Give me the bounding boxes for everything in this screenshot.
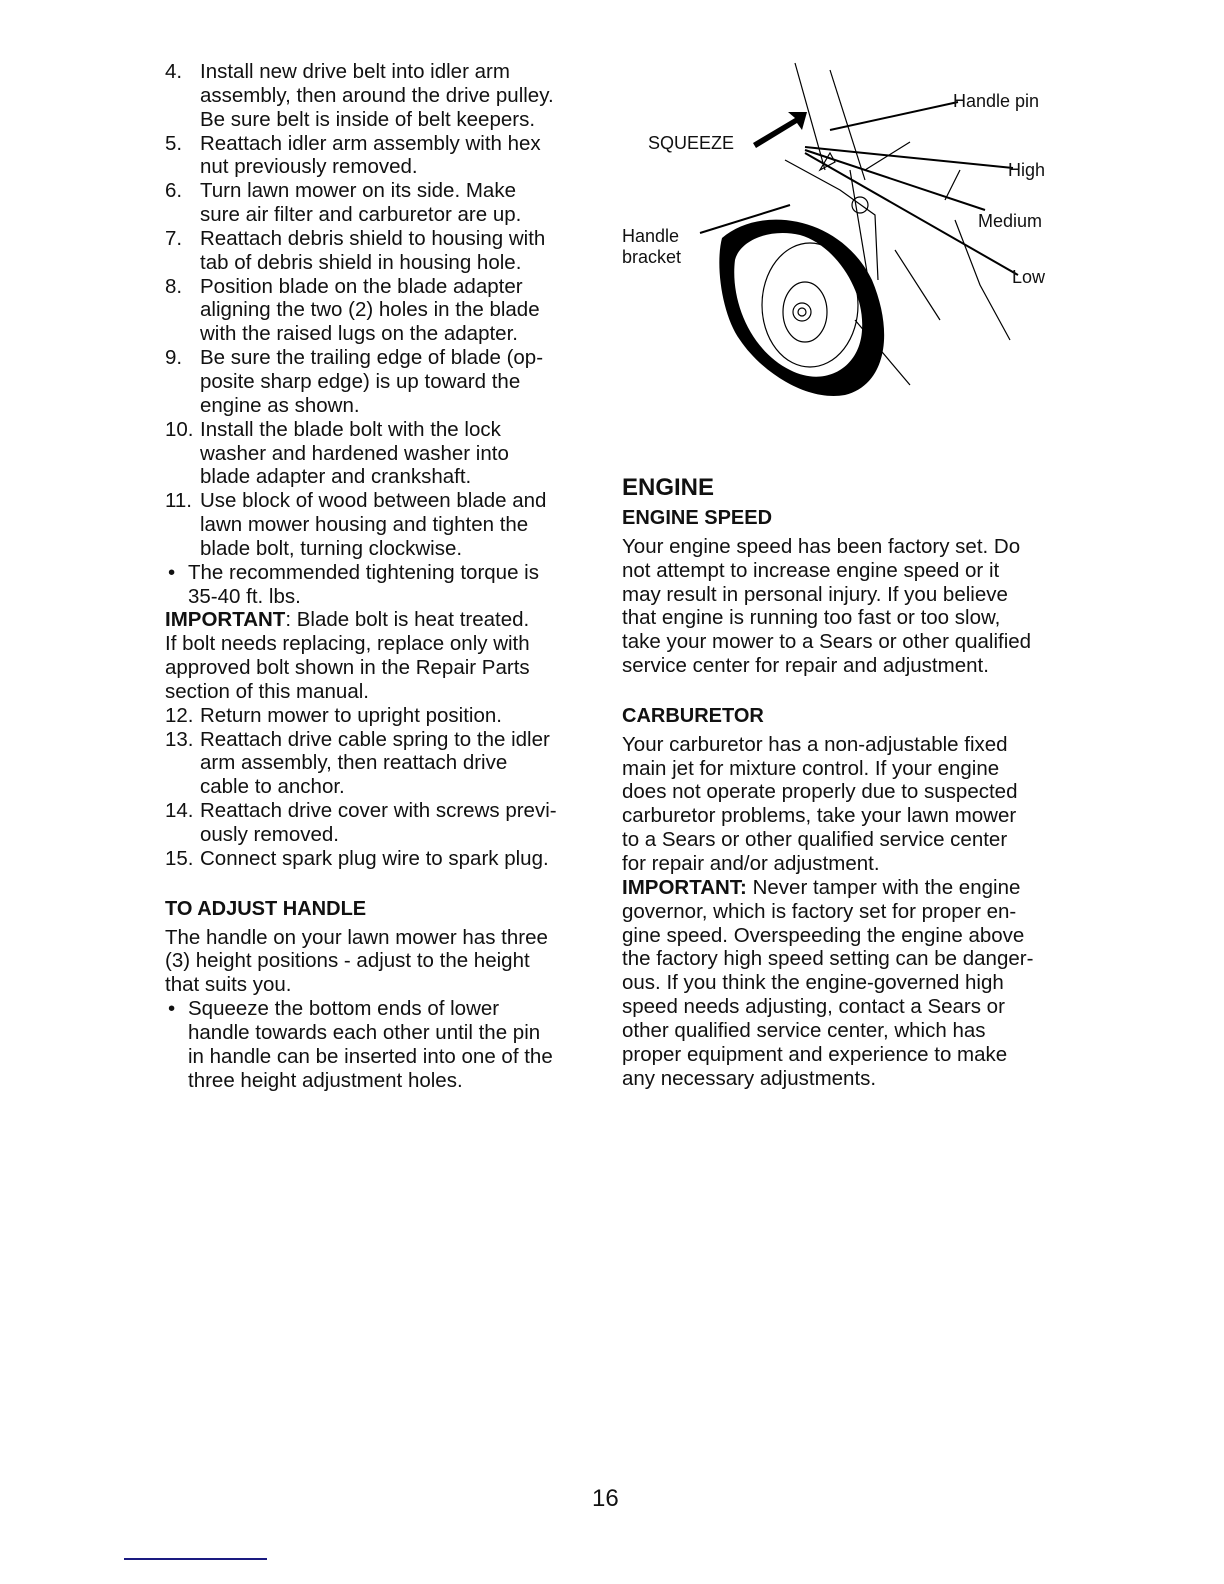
handle-bracket-label-line2: bracket — [622, 247, 682, 267]
step-number: 6. — [165, 179, 183, 203]
text-line: Be sure belt is inside of belt keepers. — [200, 107, 536, 131]
text-line: any necessary adjustments. — [622, 1066, 877, 1090]
text-line: engine as shown. — [200, 393, 360, 417]
numbered-step — [165, 847, 605, 871]
numbered-step — [165, 275, 605, 347]
text-line: Be sure the trailing edge of blade (op- — [200, 346, 544, 370]
section-heading: ENGINE — [622, 474, 715, 501]
text-line: Connect spark plug wire to spark plug. — [200, 846, 549, 870]
text-line: to a Sears or other qualified service center — [622, 828, 1008, 852]
step-number: 9. — [165, 346, 183, 370]
text-line: main jet for mixture control. If your engine — [622, 756, 1000, 780]
bullet-item — [165, 561, 605, 609]
text-line: that engine is running too fast or too slow, — [622, 606, 1001, 630]
text-line: take your mower to a Sears or other qualified — [622, 630, 1032, 654]
bullet-icon: • — [168, 560, 176, 584]
text-line: blade adapter and crankshaft. — [200, 465, 472, 489]
step-number: 10. — [165, 417, 194, 441]
step-number: 8. — [165, 274, 183, 298]
text-line: 35-40 ft. lbs. — [188, 584, 301, 608]
paragraph — [165, 926, 605, 998]
text-line: ously removed. — [200, 823, 340, 846]
squeeze-label: SQUEEZE — [648, 133, 735, 153]
text-line: proper equipment and experience to make — [622, 1042, 1008, 1066]
footer-divider — [124, 1558, 267, 1560]
text-line: service center for repair and adjustment. — [622, 654, 989, 678]
text-line: carburetor problems, take your lawn mower — [622, 804, 1017, 828]
text-line: Use block of wood between blade and — [200, 489, 547, 513]
text-line: lawn mower housing and tighten the — [200, 513, 529, 537]
text-line: nut previously removed. — [200, 155, 418, 179]
text-line: Reattach drive cable spring to the idler — [200, 727, 550, 751]
text-line: Reattach drive cover with screws previ- — [200, 799, 557, 823]
step-number: 7. — [165, 226, 183, 250]
numbered-step — [165, 346, 605, 418]
text-line: for repair and/or adjustment. — [622, 851, 880, 875]
text-line: may result in personal injury. If you believe — [622, 582, 1008, 606]
text-line: Install new drive belt into idler arm — [200, 60, 510, 83]
step-number: 15. — [165, 846, 194, 870]
text-line — [622, 876, 1052, 900]
text-line: posite sharp edge) is up toward the — [200, 369, 521, 393]
medium-label: Medium — [978, 211, 1043, 231]
text-line: Your carburetor has a non-adjustable fixed — [622, 732, 1008, 756]
text-line: speed needs adjusting, contact a Sears or — [622, 995, 1005, 1019]
step-number: 5. — [165, 131, 183, 155]
text-line: Reattach idler arm assembly with hex — [200, 131, 541, 155]
section-heading: TO ADJUST HANDLE — [165, 897, 367, 920]
right-column — [622, 474, 1052, 1090]
page-number: 16 — [592, 1485, 619, 1512]
section-heading: ENGINE SPEED — [622, 507, 773, 529]
numbered-step — [165, 704, 605, 728]
numbered-step — [165, 227, 605, 275]
text-line: Squeeze the bottom ends of lower — [188, 997, 500, 1021]
low-label: Low — [1012, 267, 1046, 287]
left-column — [165, 60, 605, 1092]
bullet-item — [165, 997, 605, 1092]
text-line: that suits you. — [165, 973, 292, 997]
text-line: sure air filter and carburetor are up. — [200, 203, 522, 227]
important-label: IMPORTANT — [165, 608, 286, 632]
text-line: gine speed. Overspeeding the engine above — [622, 923, 1025, 947]
numbered-step — [165, 60, 605, 132]
text-line: blade bolt, turning clockwise. — [200, 536, 463, 560]
text-line: If bolt needs replacing, replace only with — [165, 632, 530, 656]
paragraph — [622, 535, 1052, 678]
text-line: handle towards each other until the pin — [188, 1020, 541, 1044]
text-line: in handle can be inserted into one of the — [188, 1044, 553, 1068]
text-line: arm assembly, then reattach drive — [200, 751, 508, 775]
section-heading: CARBURETOR — [622, 704, 764, 727]
text-segment: Never tamper with the engine — [746, 875, 1021, 899]
text-line: the factory high speed setting can be danger- — [622, 947, 1034, 971]
handle-adjustment-diagram — [610, 50, 1060, 400]
step-number: 12. — [165, 703, 194, 727]
text-line: assembly, then around the drive pulley. — [200, 83, 554, 107]
handle-pin-label: Handle pin — [953, 91, 1040, 111]
text-line: cable to anchor. — [200, 775, 345, 799]
text-line: Position blade on the blade adapter — [200, 274, 523, 298]
text-line: not attempt to increase engine speed or it — [622, 558, 1000, 582]
numbered-step — [165, 132, 605, 180]
text-line: aligning the two (2) holes in the blade — [200, 298, 540, 322]
text-line: section of this manual. — [165, 679, 369, 703]
numbered-step — [165, 799, 605, 847]
bullet-icon: • — [168, 997, 176, 1021]
text-line: Install the blade bolt with the lock — [200, 417, 501, 441]
text-line: other qualified service center, which has — [622, 1018, 986, 1042]
step-number: 11. — [165, 489, 192, 513]
text-line: The handle on your lawn mower has three — [165, 925, 548, 949]
numbered-step — [165, 418, 605, 490]
text-line — [165, 608, 605, 632]
text-line: washer and hardened washer into — [200, 441, 509, 465]
numbered-step — [165, 728, 605, 800]
paragraph — [622, 876, 1052, 1091]
text-line: three height adjustment holes. — [188, 1068, 463, 1092]
paragraph — [622, 733, 1052, 876]
text-line: Your engine speed has been factory set. Do — [622, 534, 1021, 558]
text-line: governor, which is factory set for proper en- — [622, 899, 1017, 923]
text-segment: : Blade bolt is heat treated. — [285, 608, 530, 632]
text-line: Return mower to upright position. — [200, 703, 502, 727]
numbered-step — [165, 179, 605, 227]
step-number: 13. — [165, 727, 194, 751]
step-number: 14. — [165, 799, 194, 823]
text-line: Turn lawn mower on its side. Make — [200, 179, 516, 203]
text-line: does not operate properly due to suspected — [622, 780, 1018, 804]
text-line: (3) height positions - adjust to the height — [165, 949, 530, 973]
text-line: The recommended tightening torque is — [188, 560, 539, 584]
numbered-step — [165, 489, 605, 561]
text-line: Reattach debris shield to housing with — [200, 226, 546, 250]
text-line: approved bolt shown in the Repair Parts — [165, 656, 530, 680]
paragraph — [165, 608, 605, 703]
text-line: ous. If you think the engine-governed high — [622, 971, 1004, 995]
step-number: 4. — [165, 60, 183, 83]
text-line: tab of debris shield in housing hole. — [200, 250, 522, 274]
text-line: with the raised lugs on the adapter. — [200, 322, 518, 346]
important-label: IMPORTANT: — [622, 875, 747, 899]
handle-bracket-label-line1: Handle — [622, 226, 680, 246]
high-label: High — [1008, 160, 1046, 180]
